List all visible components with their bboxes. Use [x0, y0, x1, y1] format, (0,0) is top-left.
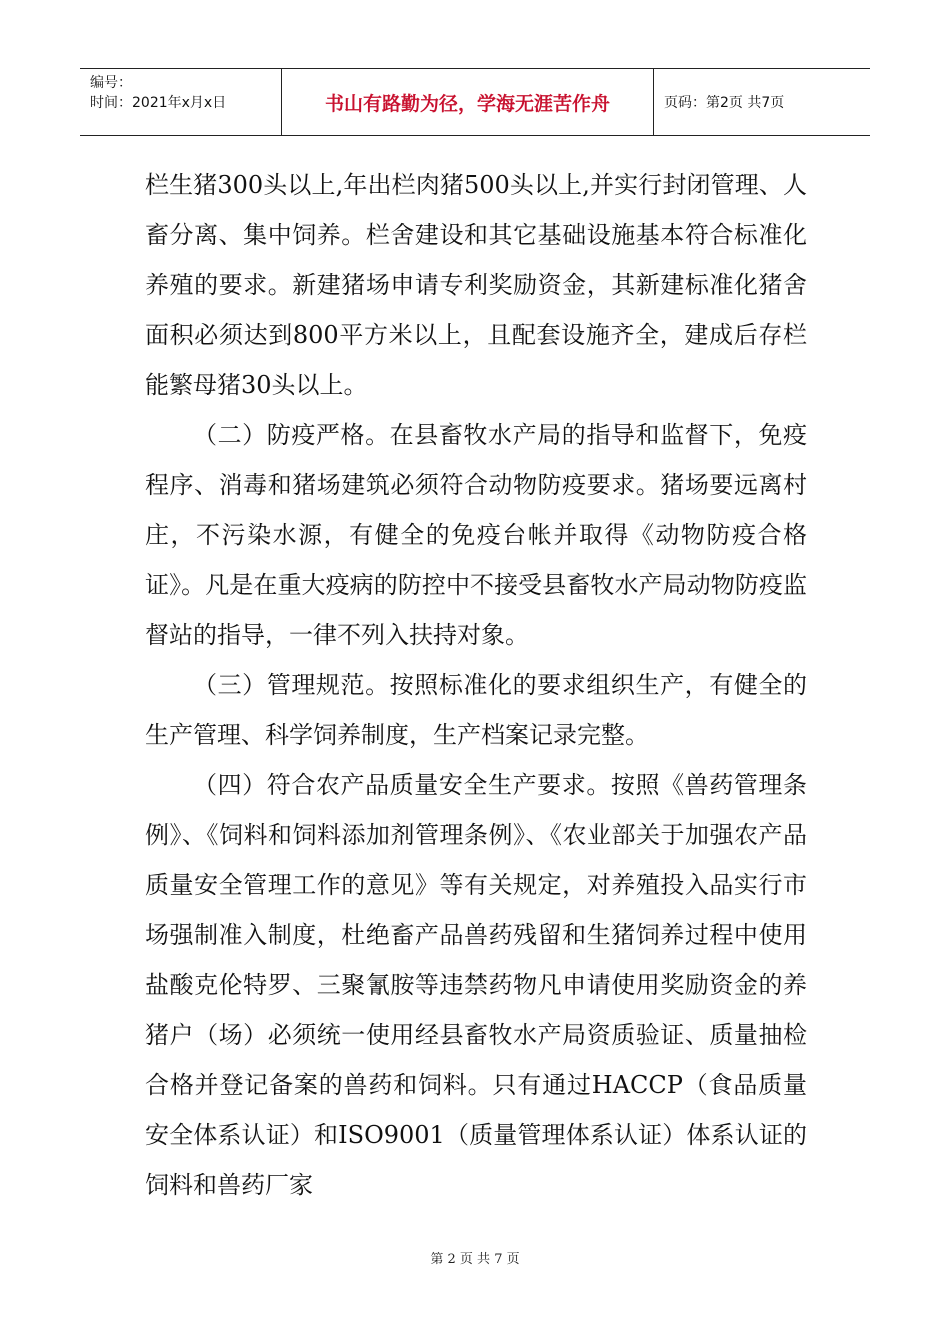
paragraph-management: （三）管理规范。按照标准化的要求组织生产，有健全的生产管理、科学饲养制度，生产档案记录完整。 — [145, 671, 807, 749]
page-footer: 第 2 页 共 7 页 — [430, 1252, 520, 1267]
document-header — [80, 68, 870, 136]
header-meta-cell — [80, 69, 282, 135]
paragraph-continuation: 栏生猪300头以上,年出栏肉猪500头以上,并实行封闭管理、人畜分离、集中饲养。栏舍建设和其它基础设施基本符合标准化养殖的要求。新建猪场申请专利奖励资金，其新建标准化猪舍面积必须达到800平方米以上，且配套设施齐全，建成后存栏能繁母猪30头以上。 — [145, 171, 807, 399]
header-page-info: 页码：第2页 共7页 — [664, 95, 785, 111]
header-motto: 书山有路勤为径，学海无涯苦作舟 — [282, 69, 654, 135]
document-body — [145, 160, 807, 1210]
paragraph-epidemic-prevention: （二）防疫严格。在县畜牧水产局的指导和监督下，免疫程序、消毒和猪场建筑必须符合动物防疫要求。猪场要远离村庄，不污染水源，有健全的免疫台帐并取得《动物防疫合格证》。凡是在重大疫病的防控中不接受县畜牧水产局动物防疫监督站的指导，一律不列入扶持对象。 — [145, 421, 807, 649]
paragraph-quality-safety: （四）符合农产品质量安全生产要求。按照《兽药管理条例》、《饲料和饲料添加剂管理条例》、《农业部关于加强农产品质量安全管理工作的意见》等有关规定，对养殖投入品实行市场强制准入制度，杜绝畜产品兽药残留和生猪饲养过程中使用盐酸克伦特罗、三聚氰胺等违禁药物凡申请使用奖励资金的养猪户（场）必须统一使用经县畜牧水产局资质验证、质量抽检合格并登记备案的兽药和饲料。只有通过HACCP（食品质量安全体系认证）和ISO9001（质量管理体系认证）体系认证的饲料和兽药厂家 — [145, 771, 807, 1199]
document-time-label: 时间：2021年x月x日 — [90, 95, 227, 111]
document-number-label: 编号： — [90, 75, 132, 91]
